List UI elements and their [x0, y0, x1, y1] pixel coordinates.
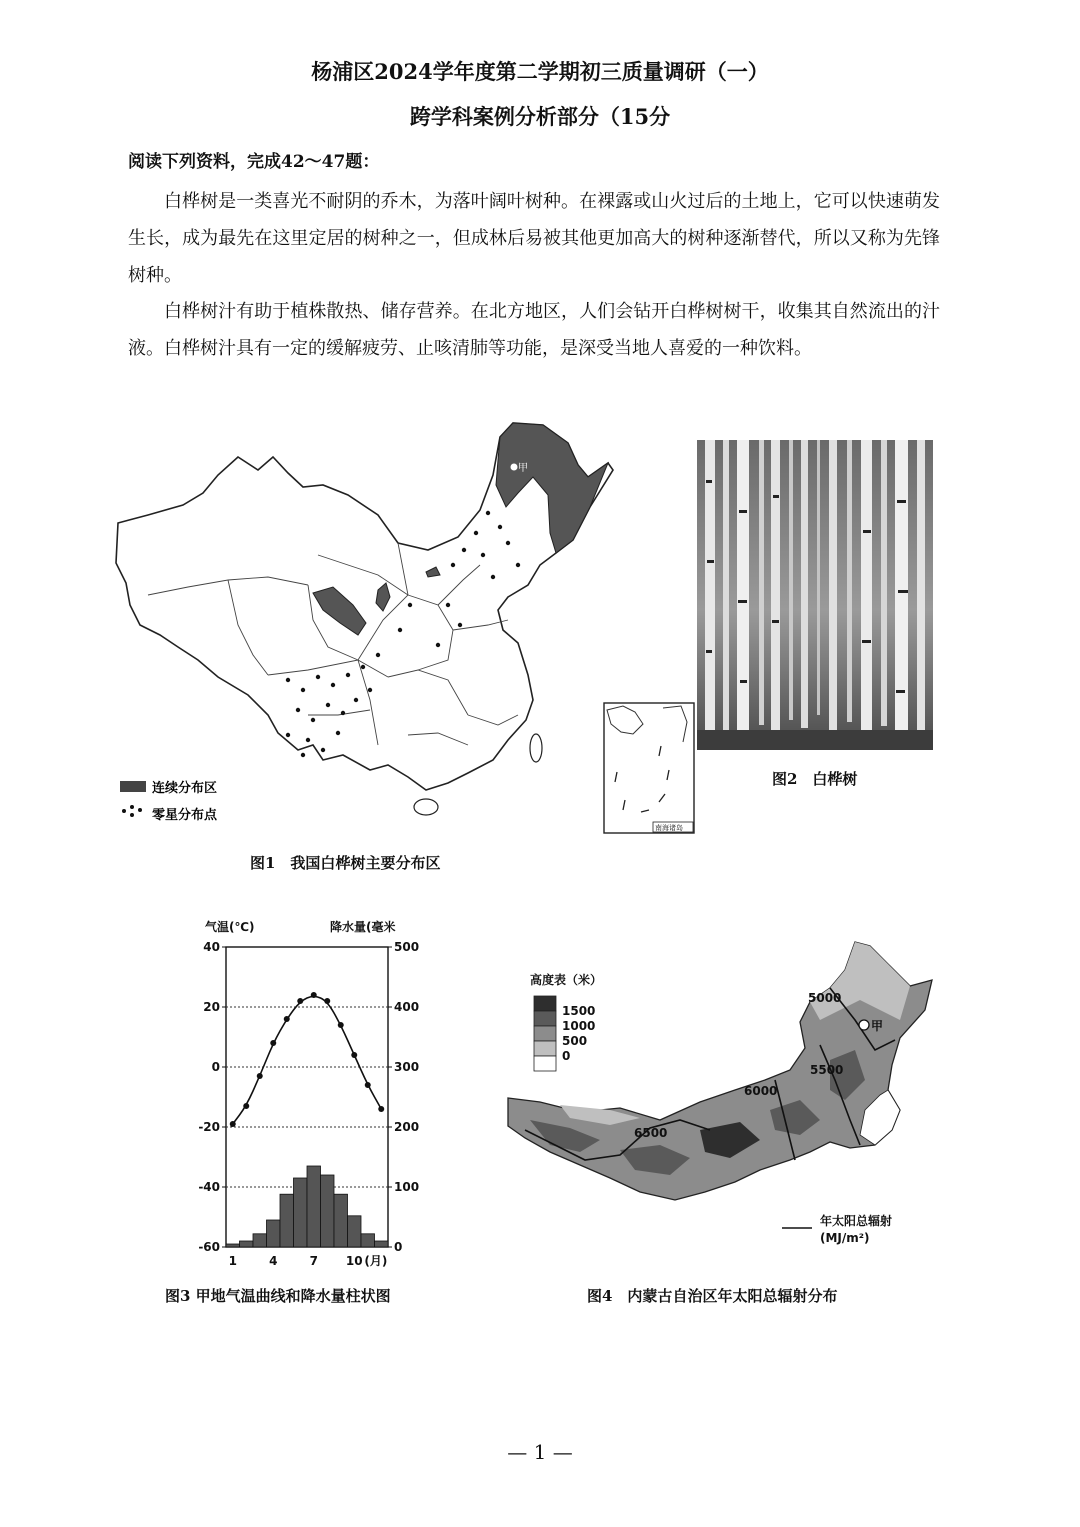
left-axis-label: 气温(℃) [205, 920, 255, 934]
birch-forest-photo [697, 440, 933, 750]
right-tick-label: 300 [394, 1060, 420, 1074]
temp-point [351, 1052, 357, 1058]
isoline-label-6000: 6000 [744, 1084, 778, 1098]
marker-jia-label: 甲 [871, 1019, 884, 1033]
temp-point [243, 1103, 249, 1109]
temp-point [230, 1121, 236, 1127]
marker-jia-circle [859, 1020, 869, 1030]
figure3-caption: 图3 甲地气温曲线和降水量柱状图 [165, 1287, 391, 1305]
south-sea-inset [603, 702, 695, 834]
precip-bar [294, 1178, 308, 1247]
temp-point [257, 1073, 263, 1079]
figure1-caption: 图1 我国白桦树主要分布区 [250, 854, 441, 872]
left-tick-label: -60 [198, 1240, 220, 1254]
legend-continuous-swatch [120, 781, 146, 792]
continuous-zones [313, 423, 608, 635]
right-tick-label: 0 [394, 1240, 403, 1254]
taiwan-island [530, 734, 542, 762]
map-marker-jia: 甲 [518, 463, 528, 474]
elevation-level-label: 500 [562, 1034, 588, 1048]
figure2-caption: 图2 白桦树 [772, 770, 858, 788]
line-legend-unit: (MJ/m²) [820, 1231, 870, 1245]
temperature-line [233, 997, 382, 1125]
x-tick-label: 7 [309, 1254, 318, 1268]
temp-point [270, 1040, 276, 1046]
figure4-caption: 图4 内蒙古自治区年太阳总辐射分布 [587, 1287, 838, 1305]
precip-bar [253, 1234, 267, 1247]
right-axis-label: 降水量(毫米 [330, 920, 396, 934]
elevation-swatch [534, 1011, 556, 1026]
instruction: 阅读下列资料，完成42～47题： [128, 152, 380, 172]
elevation-level-label: 1500 [562, 1004, 596, 1018]
elevation-level-label: 1000 [562, 1019, 596, 1033]
x-tick-label: (月) [364, 1254, 388, 1268]
inset-label: 南海诸岛 [655, 824, 683, 832]
x-tick-label: 10 [345, 1254, 363, 1268]
precip-bar [361, 1234, 375, 1247]
precip-bar [267, 1220, 281, 1247]
precip-bar [321, 1175, 335, 1247]
left-tick-label: -40 [198, 1180, 220, 1194]
precip-bar [280, 1194, 294, 1247]
right-tick-label: 400 [394, 1000, 420, 1014]
left-tick-label: 40 [203, 940, 220, 954]
legend-scattered-label: 零星分布点 [152, 808, 218, 823]
right-tick-label: 500 [394, 940, 420, 954]
line-legend-label: 年太阳总辐射 [820, 1214, 893, 1228]
precip-bar [307, 1166, 321, 1247]
x-tick-label: 1 [228, 1254, 237, 1268]
precip-bar [226, 1244, 240, 1247]
elevation-legend-title: 高度表（米） [530, 973, 603, 987]
temp-point [297, 998, 303, 1004]
isoline-label-5000: 5000 [808, 991, 842, 1005]
precip-bar [348, 1216, 362, 1247]
elevation-swatch [534, 996, 556, 1011]
elevation-swatch [534, 1041, 556, 1056]
right-tick-label: 200 [394, 1120, 420, 1134]
right-tick-label: 100 [394, 1180, 420, 1194]
isoline-label-5500: 5500 [810, 1063, 844, 1077]
precip-bar [375, 1241, 389, 1247]
climate-chart [160, 915, 450, 1270]
temp-point [284, 1016, 290, 1022]
legend-continuous-label: 连续分布区 [152, 781, 218, 796]
temp-point [338, 1022, 344, 1028]
left-tick-label: -20 [198, 1120, 220, 1134]
page-title: 杨浦区2024学年度第二学期初三质量调研（一） [311, 59, 769, 84]
temp-point [311, 992, 317, 998]
x-tick-label: 4 [269, 1254, 278, 1268]
precip-bar [334, 1194, 348, 1247]
legend-scattered-swatch [122, 805, 142, 817]
elevation-level-label: 0 [562, 1049, 571, 1063]
left-tick-label: 0 [211, 1060, 220, 1074]
paragraph-1: 白桦树是一类喜光不耐阴的乔木，为落叶阔叶树种。在裸露或山火过后的土地上，它可以快速萌发生长，成为最先在这里定居的树种之一，但成林后易被其他更加高大的树种逐渐替代，所以又称为先锋树种。 [128, 191, 940, 286]
precip-bar [240, 1241, 254, 1247]
temp-point [378, 1106, 384, 1112]
hainan-island [414, 799, 438, 815]
elevation-swatch [534, 1026, 556, 1041]
elevation-swatch [534, 1056, 556, 1071]
temp-point [365, 1082, 371, 1088]
paragraph-2: 白桦树汁有助于植株散热、储存营养。在北方地区，人们会钻开白桦树树干，收集其自然流出的汁液。白桦树汁具有一定的缓解疲劳、止咳清肺等功能，是深受当地人喜爱的一种饮料。 [128, 301, 940, 359]
page-number: — 1 — [507, 1440, 573, 1464]
isoline-label-6500: 6500 [634, 1126, 668, 1140]
section-title: 跨学科案例分析部分（15分 [409, 104, 671, 129]
inner-mongolia-map [500, 930, 940, 1255]
left-tick-label: 20 [203, 1000, 220, 1014]
temp-point [324, 998, 330, 1004]
